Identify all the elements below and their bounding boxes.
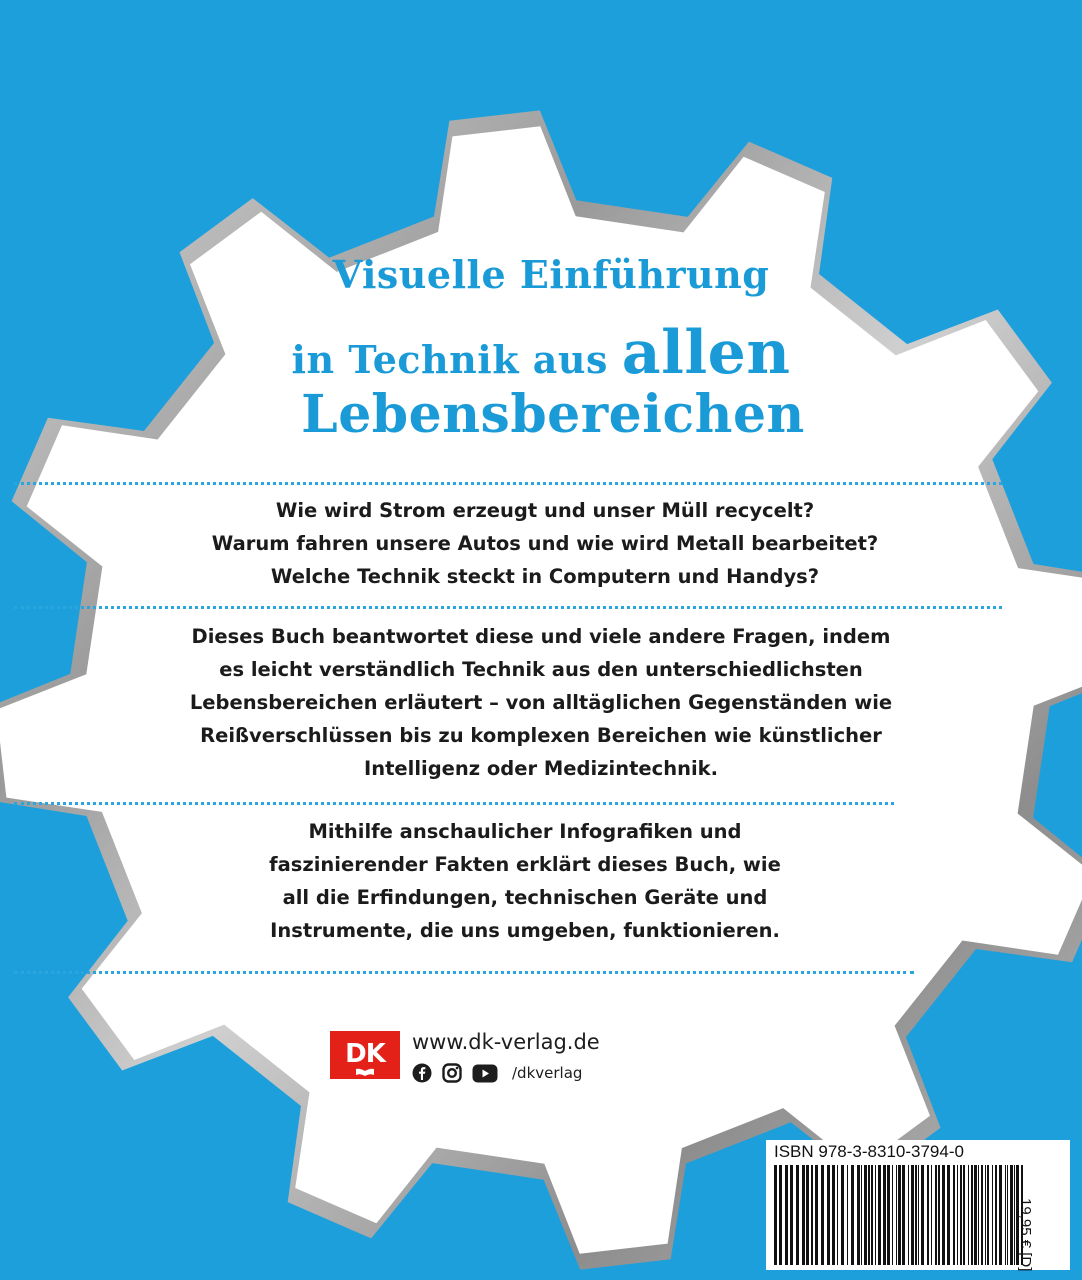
headline-line-3: Lebensbereichen bbox=[301, 384, 805, 445]
description-line: Dieses Buch beantwortet diese und viele andere Fragen, indem bbox=[191, 625, 891, 648]
barcode-bar bbox=[861, 1165, 862, 1265]
social-handle[interactable]: /dkverlag bbox=[512, 1064, 583, 1082]
facebook-icon[interactable] bbox=[412, 1063, 432, 1083]
dotted-divider-2 bbox=[14, 606, 1002, 609]
barcode-bar bbox=[921, 1165, 924, 1265]
barcode-bar bbox=[927, 1165, 929, 1265]
barcode-bar bbox=[963, 1165, 965, 1265]
summary-line: faszinierender Fakten erklärt dieses Buch, wie bbox=[269, 853, 781, 876]
description-paragraph bbox=[90, 620, 992, 785]
barcode-bar bbox=[911, 1165, 914, 1265]
barcode-bar bbox=[971, 1165, 973, 1265]
description-line: es leicht verständlich Technik aus den unterschiedlichsten bbox=[219, 658, 863, 681]
description-line: Intelligenz oder Medizintechnik. bbox=[363, 757, 719, 780]
dotted-divider-1 bbox=[14, 482, 1002, 485]
barcode-bar bbox=[960, 1165, 962, 1265]
barcode bbox=[774, 1165, 1026, 1265]
barcode-bar bbox=[898, 1165, 901, 1265]
barcode-bar bbox=[841, 1165, 844, 1265]
questions-paragraph bbox=[120, 494, 970, 593]
barcode-bar bbox=[857, 1165, 860, 1265]
isbn-text: ISBN 978-3-8310-3794-0 bbox=[774, 1142, 964, 1161]
barcode-bar bbox=[947, 1165, 950, 1265]
barcode-bar bbox=[887, 1165, 890, 1265]
description-line: Reißverschlüssen bis zu komplexen Bereichen wie künstlicher bbox=[200, 724, 882, 747]
barcode-bar bbox=[896, 1165, 897, 1265]
barcode-bar bbox=[985, 1165, 986, 1265]
description-line: Lebensbereichen erläutert – von alltäglichen Gegenständen wie bbox=[189, 691, 893, 714]
book-icon bbox=[355, 1068, 375, 1076]
youtube-icon[interactable] bbox=[472, 1064, 498, 1083]
dk-logo-text: DK bbox=[345, 1039, 385, 1069]
barcode-bar bbox=[815, 1165, 818, 1265]
barcode-bar bbox=[837, 1165, 838, 1265]
barcode-bar bbox=[785, 1165, 788, 1265]
summary-paragraph bbox=[100, 815, 950, 947]
dotted-divider-4 bbox=[14, 971, 914, 974]
barcode-bar bbox=[1010, 1165, 1013, 1265]
barcode-bar bbox=[968, 1165, 969, 1265]
barcode-bar bbox=[981, 1165, 983, 1265]
barcode-bar bbox=[931, 1165, 932, 1265]
barcode-bar bbox=[908, 1165, 909, 1265]
barcode-bar bbox=[875, 1165, 876, 1265]
question-line: Warum fahren unsere Autos und wie wird Metall bearbeitet? bbox=[211, 532, 879, 555]
price-label: 19,95 € [D] bbox=[1017, 1198, 1034, 1272]
summary-line: all die Erfindungen, technischen Geräte und bbox=[282, 886, 768, 909]
question-line: Wie wird Strom erzeugt und unser Müll recycelt? bbox=[275, 499, 815, 522]
barcode-bar bbox=[878, 1165, 881, 1265]
barcode-bar bbox=[1007, 1165, 1008, 1265]
headline-line-2 bbox=[0, 318, 1082, 388]
barcode-bar bbox=[992, 1165, 993, 1265]
headline-emphasis: allen bbox=[621, 318, 791, 388]
barcode-bar bbox=[953, 1165, 955, 1265]
barcode-bar bbox=[915, 1165, 917, 1265]
social-links bbox=[412, 1061, 582, 1085]
barcode-bar bbox=[938, 1165, 940, 1265]
barcode-bar bbox=[811, 1165, 813, 1265]
isbn-barcode-box bbox=[766, 1140, 1070, 1270]
barcode-bar bbox=[806, 1165, 809, 1265]
headline-line-2-text: in Technik aus bbox=[291, 337, 622, 382]
dotted-divider-3 bbox=[14, 802, 894, 805]
barcode-bar bbox=[774, 1165, 777, 1265]
barcode-bar bbox=[999, 1165, 1002, 1265]
question-line: Welche Technik steckt in Computern und Handys? bbox=[270, 565, 820, 588]
barcode-bar bbox=[957, 1165, 958, 1265]
barcode-bar bbox=[790, 1165, 793, 1265]
barcode-bar bbox=[987, 1165, 989, 1265]
headline-line-1: Visuelle Einführung bbox=[332, 252, 770, 297]
barcode-bar bbox=[1014, 1165, 1015, 1265]
summary-line: Mithilfe anschaulicher Infografiken und bbox=[308, 820, 742, 843]
instagram-icon[interactable] bbox=[442, 1063, 462, 1083]
barcode-bar bbox=[851, 1165, 854, 1265]
barcode-bar bbox=[864, 1165, 867, 1265]
barcode-bar bbox=[892, 1165, 893, 1265]
barcode-bar bbox=[935, 1165, 937, 1265]
barcode-bar bbox=[995, 1165, 997, 1265]
barcode-bar bbox=[1005, 1165, 1006, 1265]
barcode-bar bbox=[918, 1165, 919, 1265]
barcode-bar bbox=[868, 1165, 870, 1265]
barcode-bar bbox=[871, 1165, 873, 1265]
barcode-bar bbox=[942, 1165, 945, 1265]
barcode-bar bbox=[974, 1165, 977, 1265]
barcode-bar bbox=[821, 1165, 824, 1265]
barcode-bar bbox=[827, 1165, 830, 1265]
barcode-bar bbox=[847, 1165, 848, 1265]
barcode-bar bbox=[832, 1165, 835, 1265]
barcode-bar bbox=[883, 1165, 886, 1265]
barcode-bar bbox=[802, 1165, 805, 1265]
dk-logo bbox=[330, 1031, 400, 1079]
publisher-url[interactable]: www.dk-verlag.de bbox=[412, 1030, 600, 1054]
barcode-bar bbox=[779, 1165, 782, 1265]
summary-line: Instrumente, die uns umgeben, funktionieren. bbox=[270, 919, 780, 942]
barcode-bar bbox=[796, 1165, 799, 1265]
barcode-bar bbox=[978, 1165, 979, 1265]
barcode-bar bbox=[902, 1165, 905, 1265]
